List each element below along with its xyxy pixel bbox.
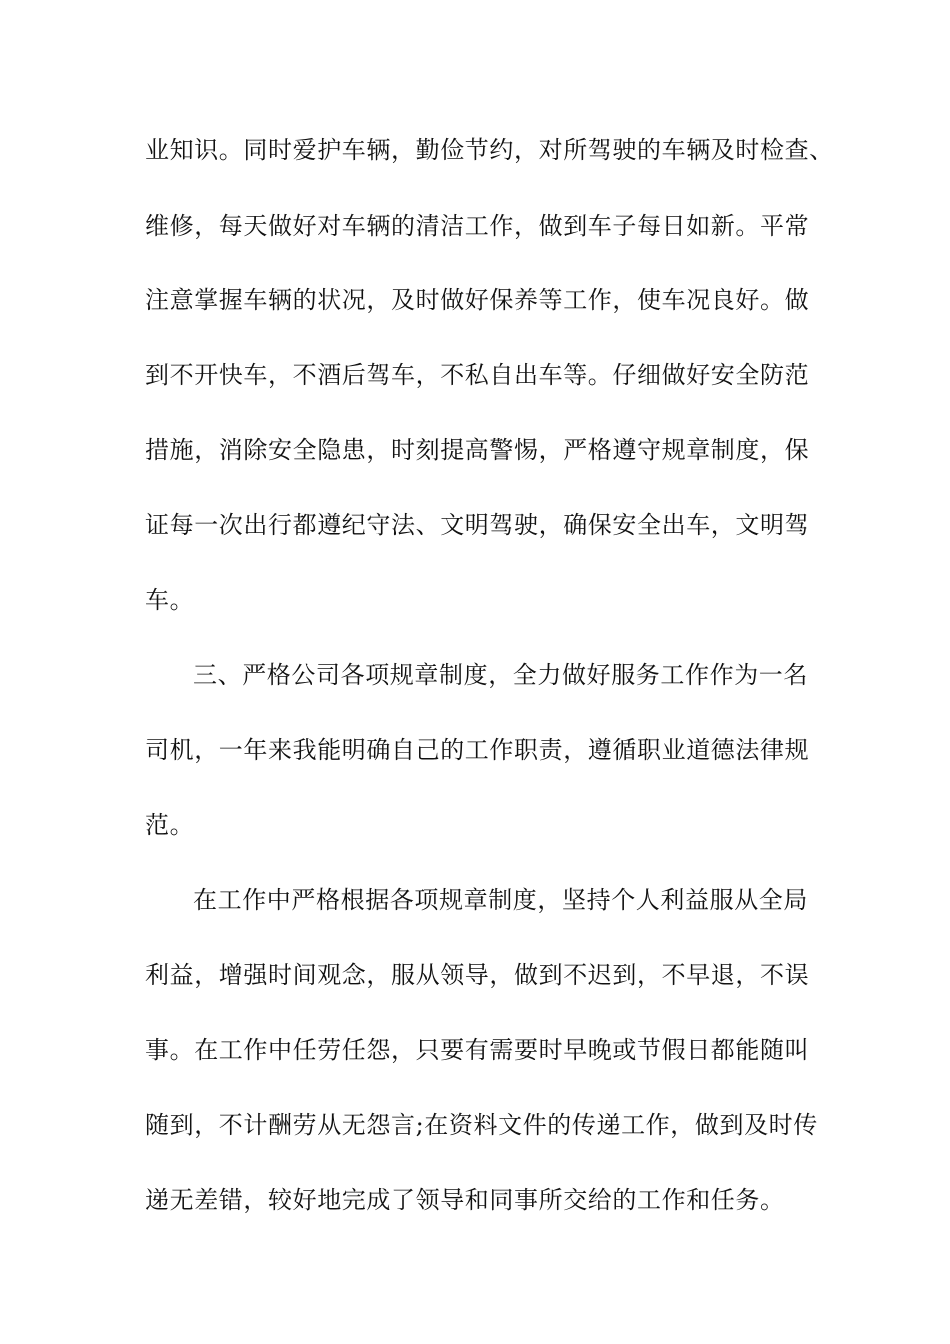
text-line: 递无差错，较好地完成了领导和同事所交给的工作和任务。 — [145, 1186, 785, 1214]
text-line: 随到，不计酬劳从无怨言;在资料文件的传递工作，做到及时传 — [145, 1111, 818, 1139]
text-line: 车。 — [145, 586, 195, 614]
text-line: 利益，增强时间观念，服从领导，做到不迟到，不早退，不误 — [145, 961, 810, 989]
text-line: 业知识。同时爱护车辆，勤俭节约，对所驾驶的车辆及时检查、 — [145, 136, 834, 164]
text-line: 证每一次出行都遵纪守法、文明驾驶，确保安全出车，文明驾 — [145, 511, 810, 539]
text-line: 措施，消除安全隐患，时刻提高警惕，严格遵守规章制度，保 — [145, 436, 810, 464]
text-line: 范。 — [145, 811, 195, 839]
text-line: 到不开快车，不酒后驾车，不私自出车等。仔细做好安全防范 — [145, 361, 810, 389]
text-line: 维修，每天做好对车辆的清洁工作，做到车子每日如新。平常 — [145, 212, 810, 240]
paragraph-start: 在工作中严格根据各项规章制度，坚持个人利益服从全局 — [193, 886, 808, 914]
text-line: 司机，一年来我能明确自己的工作职责，遵循职业道德法律规 — [145, 736, 810, 764]
section-heading: 三、严格公司各项规章制度，全力做好服务工作作为一名 — [193, 661, 808, 689]
text-line: 事。在工作中任劳任怨，只要有需要时早晚或节假日都能随叫 — [145, 1036, 810, 1064]
text-line: 注意掌握车辆的状况，及时做好保养等工作，使车况良好。做 — [145, 286, 810, 314]
